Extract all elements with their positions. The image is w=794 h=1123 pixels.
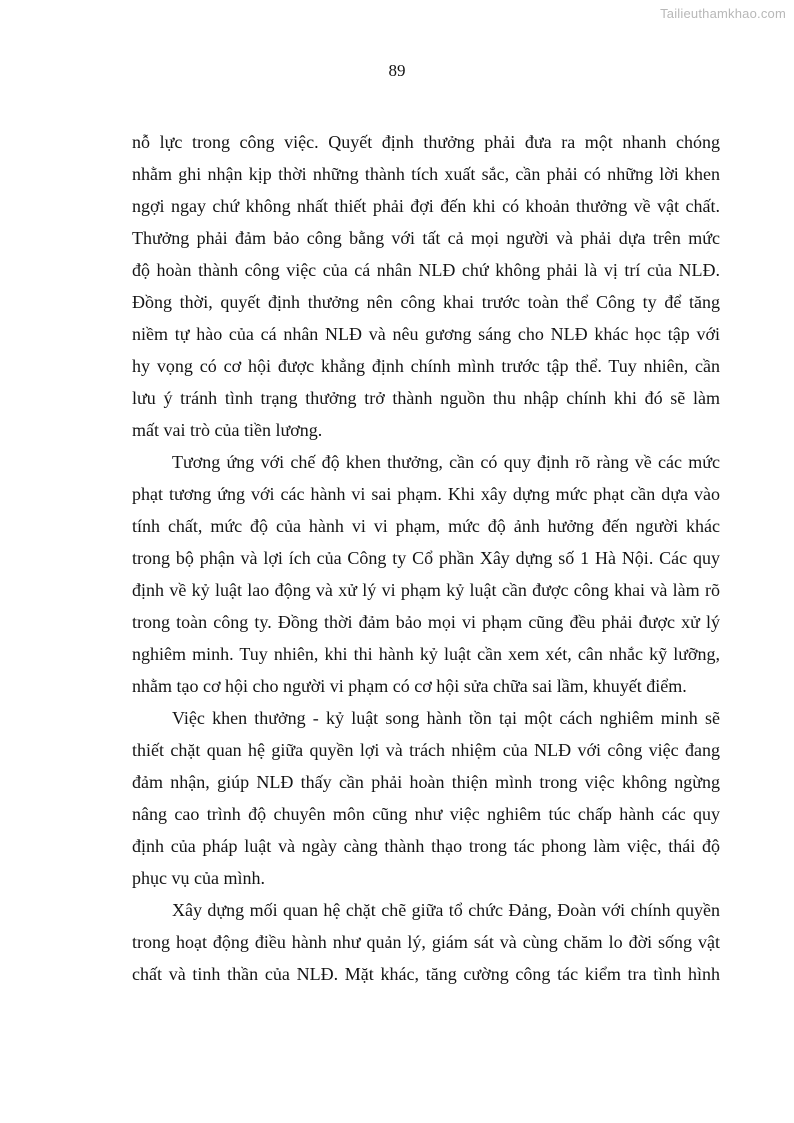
text-line: hy vọng có cơ hội được khẳng định chính mình trước tập thể. Tuy nhiên, cần — [132, 356, 720, 376]
text-line: lưu ý tránh tình trạng thưởng trở thành nguồn thu nhập chính khi đó sẽ làm — [132, 388, 720, 408]
text-line: Tương ứng với chế độ khen thưởng, cần có quy định rõ ràng về các mức — [172, 452, 720, 472]
document-body — [132, 126, 720, 990]
text-line: nhằm ghi nhận kịp thời những thành tích xuất sắc, cần phải có những lời khen — [132, 164, 720, 184]
text-line: định của pháp luật và ngày càng thành thạo trong tác phong làm việc, thái độ — [132, 836, 720, 856]
text-line: thiết chặt quan hệ giữa quyền lợi và trách nhiệm của NLĐ với công việc đang — [132, 740, 720, 760]
text-line: Xây dựng mối quan hệ chặt chẽ giữa tổ chức Đảng, Đoàn với chính quyền — [172, 900, 720, 920]
text-line: mất vai trò của tiền lương. — [132, 420, 323, 440]
page-number: 89 — [388, 61, 406, 80]
text-line: độ hoàn thành công việc của cá nhân NLĐ chứ không phải là vị trí của NLĐ. — [132, 260, 720, 280]
text-line: định về kỷ luật lao động và xử lý vi phạm kỷ luật cần được công khai và làm rõ — [132, 580, 720, 600]
text-line: trong hoạt động điều hành như quản lý, giám sát và cùng chăm lo đời sống vật — [132, 932, 720, 952]
text-line: phạt tương ứng với các hành vi sai phạm. Khi xây dựng mức phạt cần dựa vào — [132, 484, 720, 504]
paragraph — [132, 126, 720, 446]
text-line: trong toàn công ty. Đồng thời đảm bảo mọi vi phạm cũng đều phải được xử lý — [132, 612, 720, 632]
text-line: trong bộ phận và lợi ích của Công ty Cổ phần Xây dựng số 1 Hà Nội. Các quy — [132, 548, 720, 568]
text-line: Đồng thời, quyết định thưởng nên công khai trước toàn thể Công ty để tăng — [132, 292, 720, 312]
text-line: niềm tự hào của cá nhân NLĐ và nêu gương sáng cho NLĐ khác học tập với — [132, 324, 720, 344]
text-line: nghiêm minh. Tuy nhiên, khi thi hành kỷ luật cần xem xét, cân nhắc kỹ lưỡng, — [132, 644, 720, 664]
watermark-text: Tailieuthamkhao.com — [660, 6, 786, 21]
text-line: phục vụ của mình. — [132, 868, 265, 888]
text-line: nỗ lực trong công việc. Quyết định thưởng phải đưa ra một nhanh chóng — [132, 132, 720, 152]
text-line: Việc khen thưởng - kỷ luật song hành tồn tại một cách nghiêm minh sẽ — [172, 708, 720, 728]
text-line: ngợi ngay chứ không nhất thiết phải đợi đến khi có khoản thưởng về vật chất. — [132, 196, 720, 216]
paragraph — [132, 894, 720, 990]
text-line: nâng cao trình độ chuyên môn cũng như việc nghiêm túc chấp hành các quy — [132, 804, 720, 824]
paragraph — [132, 446, 720, 702]
text-line: nhằm tạo cơ hội cho người vi phạm có cơ hội sửa chữa sai lầm, khuyết điểm. — [132, 676, 687, 696]
text-line: tính chất, mức độ của hành vi vi phạm, mức độ ảnh hưởng đến người khác — [132, 516, 720, 536]
text-line: Thưởng phải đảm bảo công bằng với tất cả mọi người và phải dựa trên mức — [132, 228, 720, 248]
text-line: đảm nhận, giúp NLĐ thấy cần phải hoàn thiện mình trong việc không ngừng — [132, 772, 720, 792]
paragraph — [132, 702, 720, 894]
text-line: chất và tinh thần của NLĐ. Mặt khác, tăng cường công tác kiểm tra tình hình — [132, 964, 720, 984]
